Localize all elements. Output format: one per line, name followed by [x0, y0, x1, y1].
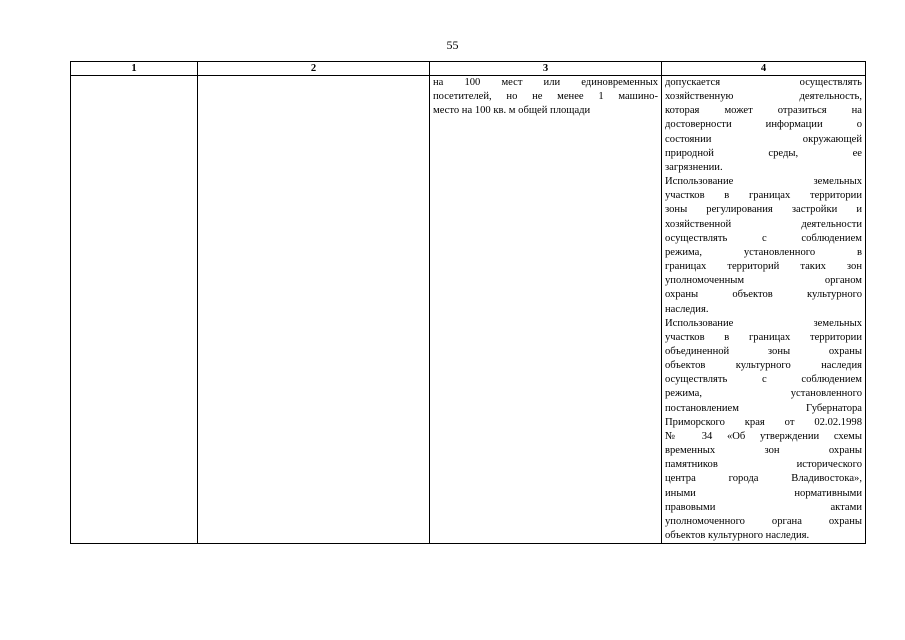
cell-col4-line: иными нормативными: [665, 487, 862, 499]
cell-col4-line: уполномоченным органом: [665, 275, 862, 287]
page-number: 55: [446, 38, 459, 52]
cell-col4-line: осуществлять с соблюдением: [665, 232, 862, 244]
cell-col4-line: участков в границах территории: [665, 190, 862, 202]
cell-col4-line: правовыми актами: [665, 501, 862, 513]
cell-col4-line: загрязнении.: [665, 161, 723, 173]
cell-col3-line: место на 100 кв. м общей площади: [433, 105, 591, 117]
cell-col4-line: Использование земельных: [665, 176, 862, 188]
cell-col4-line: хозяйственную деятельность,: [665, 91, 862, 103]
cell-col4-line: наследия.: [665, 303, 709, 315]
cell-col4-line: режима, установленного: [665, 388, 862, 400]
cell-col4-line: объектов культурного наследия: [665, 360, 862, 372]
cell-col4-line: центра города Владивостока»,: [665, 473, 862, 485]
column-header-4: 4: [662, 62, 866, 76]
table-row: [71, 76, 866, 544]
cell-col4-line: постановлением Губернатора: [665, 402, 862, 414]
column-header-3: 3: [430, 62, 662, 76]
cell-col4: [662, 76, 866, 544]
cell-col4-line: участков в границах территории: [665, 331, 862, 343]
cell-col4-line: зоны регулирования застройки и: [665, 204, 862, 216]
cell-col4-line: объектов культурного наследия.: [665, 530, 810, 541]
cell-col4-line: природной среды, ее: [665, 147, 862, 159]
cell-col3: [430, 76, 662, 544]
cell-col4-line: охраны объектов культурного: [665, 289, 862, 301]
cell-col3-line: на 100 мест или единовременных: [433, 77, 658, 88]
cell-col4-line: памятников исторического: [665, 459, 862, 471]
table-header-row: [71, 62, 866, 76]
cell-col4-line: режима, установленного в: [665, 246, 862, 258]
cell-col4-line: границах территорий таких зон: [665, 261, 862, 273]
cell-col4-line: состоянии окружающей: [665, 133, 862, 145]
document-table: [70, 61, 866, 544]
cell-col4-line: допускается осуществлять: [665, 77, 862, 88]
cell-col1: [71, 76, 198, 544]
cell-col4-line: уполномоченного органа охраны: [665, 515, 862, 527]
cell-col4-line: Использование земельных: [665, 317, 862, 329]
cell-col4-line: объединенной зоны охраны: [665, 345, 862, 357]
cell-col4-line: Приморского края от 02.02.1998: [665, 416, 862, 428]
column-header-2: 2: [198, 62, 430, 76]
cell-col2: [198, 76, 430, 544]
cell-col3-line: посетителей, но не менее 1 машино-: [433, 91, 658, 103]
cell-col4-line: временных зон охраны: [665, 445, 862, 457]
cell-col4-line: хозяйственной деятельности: [665, 218, 862, 230]
cell-col4-line: осуществлять с соблюдением: [665, 374, 862, 386]
cell-col4-line: № 34 «Об утверждении схемы: [665, 430, 862, 442]
column-header-1: 1: [71, 62, 198, 76]
cell-col4-line: достоверности информации о: [665, 119, 862, 131]
cell-col4-line: которая может отразиться на: [665, 105, 862, 117]
